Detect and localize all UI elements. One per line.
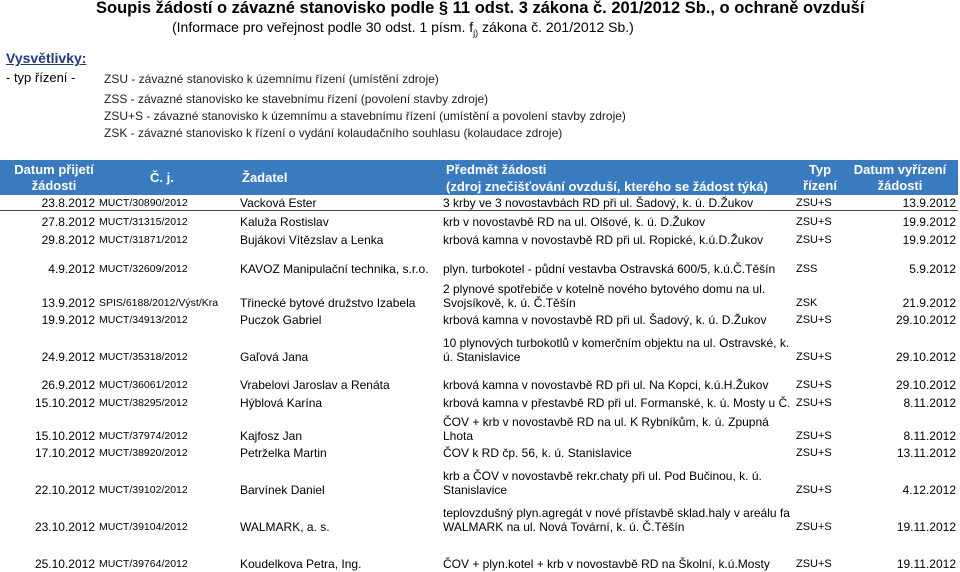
cell-subject: krbová kamna v novostavbě RD při ul. Šadový, k. ú. D.Žukov (443, 312, 767, 327)
cell-subject: 10 plynových turbokotlů v komerčním objektu na ul. Ostravské, k. ú. Stanislavice (443, 335, 790, 364)
cell-type: ZSU+S (796, 483, 832, 496)
cell-date-received: 23.8.2012 (0, 196, 97, 211)
cell-applicant: Barvínek Daniel (240, 482, 325, 497)
cell-resolved: 8.11.2012 (903, 395, 956, 410)
table-row (0, 247, 958, 276)
cell-ref: MUCT/30890/2012 (97, 196, 238, 211)
legend-item-zsu: ZSU - závazné stanovisko k územnímu řízení (umístění zdroje) (104, 72, 439, 86)
subtitle-subscript: j) (473, 27, 479, 38)
legend-item-zss: ZSS - závazné stanovisko ke stavebnímu řízení (povolení stavby zdroje) (104, 92, 489, 106)
cell-subject: krb v novostavbě RD na ul. Olšové, k. ú. D.Žukov (443, 214, 706, 229)
applications-table (0, 196, 958, 571)
cell-type: ZSU+S (796, 233, 832, 246)
cell-subject: 3 krby ve 3 novostavbách RD při ul. Šadový, k. ú. D.Žukov (441, 196, 794, 211)
table-row (0, 392, 958, 410)
cell-applicant: KAVOZ Manipulační technika, s.r.o. (240, 261, 429, 276)
cell-type: ZSU+S (796, 446, 832, 459)
cell-type: ZSU+S (794, 196, 858, 211)
cell-date-received: 19.9.2012 (41, 312, 95, 327)
table-row (0, 229, 958, 247)
cell-ref: MUCT/37974/2012 (99, 429, 188, 442)
cell-subject: plyn. turbokotel - půdní vestavba Ostravská 600/5, k.ú.Č.Těšín (443, 261, 776, 276)
cell-resolved: 29.10.2012 (895, 349, 956, 364)
cell-resolved: 21.9.2012 (902, 295, 956, 310)
cell-resolved: 5.9.2012 (909, 261, 956, 276)
cell-type: ZSS (796, 262, 818, 275)
cell-date-received: 24.9.2012 (41, 349, 95, 364)
cell-ref: MUCT/39104/2012 (99, 520, 188, 533)
page-subtitle (172, 19, 634, 38)
cell-type: ZSU+S (796, 313, 832, 326)
cell-resolved: 19.11.2012 (896, 519, 956, 534)
header-type: Typ řízení (803, 161, 837, 193)
applications-table-body (0, 196, 958, 571)
cell-applicant: Hýblová Karína (240, 395, 323, 410)
cell-applicant: WALMARK, a. s. (240, 519, 330, 534)
table-row (0, 460, 958, 497)
header-applicant: Žadatel (242, 170, 288, 185)
cell-ref: MUCT/39102/2012 (99, 483, 188, 496)
cell-ref: MUCT/38295/2012 (99, 396, 188, 409)
cell-applicant: Petrželka Martin (240, 445, 327, 460)
cell-type: ZSU+S (796, 215, 832, 228)
cell-ref: MUCT/31315/2012 (99, 215, 188, 228)
cell-date-received: 4.9.2012 (48, 261, 95, 276)
cell-applicant: Puczok Gabriel (240, 312, 322, 327)
cell-subject: krbová kamna v novostavbě RD při ul. Na Kopci, k.ú.H.Žukov (443, 377, 769, 392)
cell-subject: krbová kamna v novostavbě RD při ul. Ropické, k.ú.D.Žukov (443, 232, 764, 247)
cell-applicant: Gaľová Jana (240, 349, 309, 364)
legend-heading: Vysvětlivky: (6, 50, 87, 66)
legend-label: - typ řízení - (6, 70, 76, 85)
cell-resolved: 19.9.2012 (902, 214, 956, 229)
cell-resolved: 13.11.2012 (896, 445, 956, 460)
subtitle-part-1: (Informace pro veřejnost podle 30 odst. 1 písm. f (172, 19, 474, 35)
cell-applicant: Koudelkova Petra, Ing. (240, 556, 362, 571)
cell-ref: MUCT/36061/2012 (99, 378, 188, 391)
cell-resolved: 13.9.2012 (858, 196, 958, 211)
cell-applicant: Třinecké bytové družstvo Izabela (240, 295, 416, 310)
cell-ref: MUCT/31871/2012 (99, 233, 188, 246)
cell-date-received: 15.10.2012 (34, 428, 95, 443)
page-title: Soupis žádostí o závazné stanovisko podle § 11 odst. 3 zákona č. 201/2012 Sb., o ochraně ovzduší (96, 0, 865, 17)
cell-date-received: 15.10.2012 (34, 395, 95, 410)
cell-resolved: 29.10.2012 (895, 312, 956, 327)
cell-subject: 2 plynové spotřebiče v kotelně nového bytového domu na ul. Svojsíkově, k. ú. Č.Těšín (443, 281, 766, 310)
cell-type: ZSU+S (796, 350, 832, 363)
cell-date-received: 13.9.2012 (41, 295, 95, 310)
cell-ref: MUCT/39764/2012 (99, 557, 188, 570)
cell-subject: teplovzdušný plyn.agregát v nové přístavbě sklad.haly v areálu fa WALMARK na ul. Nová Tovární, k. ú. Č.Těšín (443, 505, 790, 534)
cell-type: ZSK (796, 296, 818, 309)
table-row (0, 276, 958, 310)
cell-type: ZSU+S (796, 520, 832, 533)
cell-ref: MUCT/35318/2012 (99, 350, 188, 363)
cell-applicant: Kajfosz Jan (240, 428, 303, 443)
cell-subject: ČOV k RD čp. 56, k. ú. Stanislavice (443, 445, 632, 460)
cell-date-received: 23.10.2012 (34, 519, 95, 534)
cell-date-received: 26.9.2012 (41, 377, 95, 392)
cell-type: ZSU+S (796, 557, 832, 570)
cell-resolved: 19.11.2012 (896, 556, 956, 571)
cell-resolved: 29.10.2012 (895, 377, 956, 392)
table-row (0, 364, 958, 392)
cell-subject: ČOV + plyn.kotel + krb v novostavbě RD na Školní, k.ú.Mosty (443, 556, 770, 571)
table-row (0, 327, 958, 364)
table-row (0, 443, 958, 460)
table-header (0, 160, 958, 195)
cell-date-received: 29.8.2012 (41, 232, 95, 247)
legend-item-zsus: ZSU+S - závazné stanovisko k územnímu a stavebnímu řízení (umístění a povolení stavby zdroje) (104, 109, 626, 123)
cell-resolved: 19.9.2012 (902, 232, 956, 247)
header-subject: Předmět žádosti (zdroj znečišťování ovzduší, kterého se žádost týká) (446, 161, 768, 194)
cell-resolved: 8.11.2012 (903, 428, 956, 443)
table-row (0, 310, 958, 327)
cell-ref: SPIS/6188/2012/Výst/Kra (99, 296, 219, 309)
cell-type: ZSU+S (796, 429, 832, 442)
table-row (0, 196, 958, 211)
cell-date-received: 25.10.2012 (34, 556, 95, 571)
cell-subject: krb a ČOV v novostavbě rekr.chaty při ul. Pod Bučinou, k. ú. Stanislavice (443, 468, 762, 497)
cell-date-received: 27.8.2012 (41, 214, 95, 229)
cell-ref: MUCT/38920/2012 (99, 446, 188, 459)
cell-type: ZSU+S (796, 396, 832, 409)
subtitle-part-2: zákona č. 201/2012 Sb.) (478, 19, 634, 35)
cell-applicant: Vrabelovi Jaroslav a Renáta (240, 377, 390, 392)
cell-ref: MUCT/34913/2012 (99, 313, 188, 326)
cell-subject: ČOV + krb v novostavbě RD na ul. K Rybníkům, k. ú. Zpupná Lhota (443, 414, 769, 443)
cell-subject: krbová kamna v přestavbě RD při ul. Formanské, k. ú. Mosty u Č. (443, 395, 791, 410)
cell-resolved: 4.12.2012 (902, 482, 956, 497)
cell-date-received: 17.10.2012 (34, 445, 95, 460)
legend-item-zsk: ZSK - závazné stanovisko k řízení o vydání kolaudačního souhlasu (kolaudace zdroje) (104, 126, 563, 140)
header-date-received: Datum přijetí žádosti (14, 161, 94, 193)
table-row (0, 211, 958, 229)
table-row (0, 410, 958, 443)
cell-date-received: 22.10.2012 (34, 482, 95, 497)
cell-type: ZSU+S (796, 378, 832, 391)
header-ref: Č. j. (150, 170, 174, 185)
cell-applicant: Kaluža Rostislav (240, 214, 329, 229)
cell-ref: MUCT/32609/2012 (99, 262, 188, 275)
header-resolved: Datum vyřízení žádosti (853, 161, 947, 193)
table-row (0, 497, 958, 534)
cell-applicant: Bujákovi Vítězslav a Lenka (240, 232, 384, 247)
table-row (0, 534, 958, 571)
cell-applicant: Vacková Ester (238, 196, 441, 211)
